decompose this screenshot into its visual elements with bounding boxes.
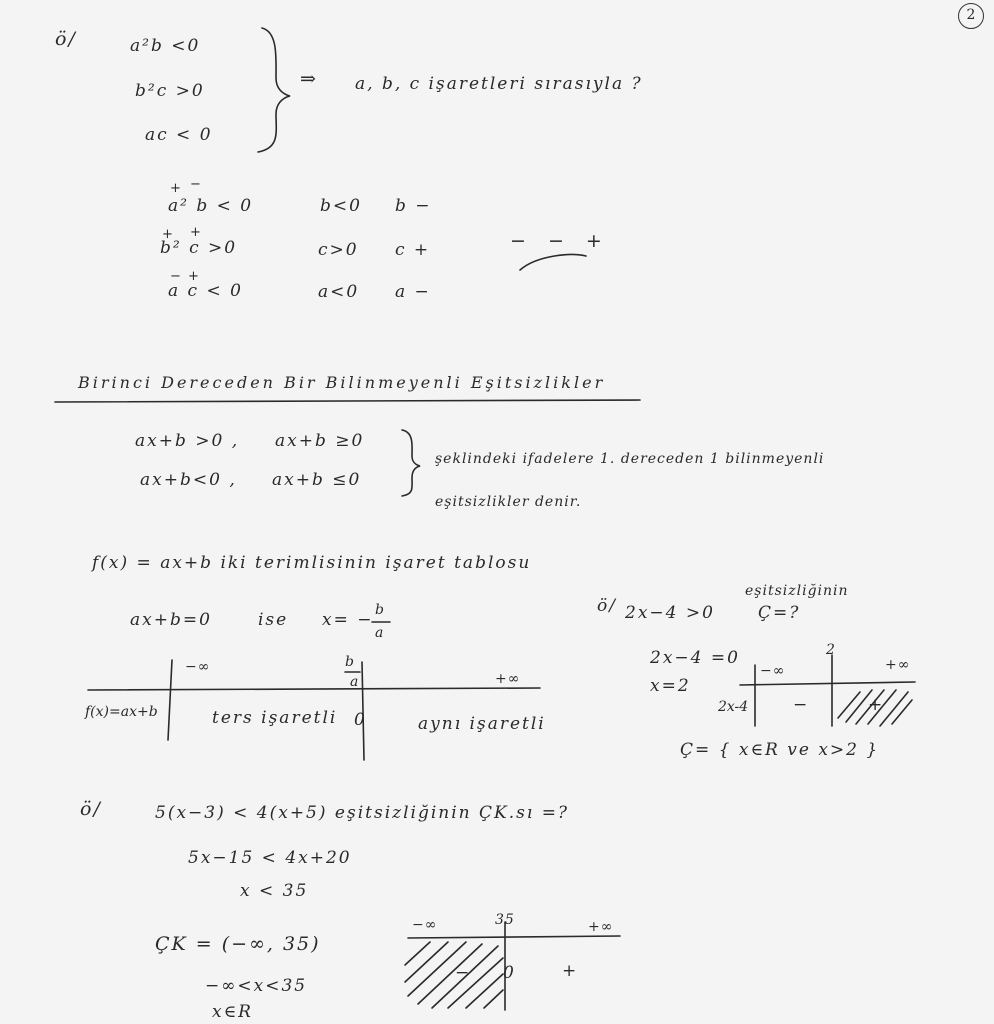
ex2-hatch-1 (838, 692, 860, 718)
example-2-marker: ö/ (597, 596, 617, 616)
example-3-problem: 5(x−3) < 4(x+5) eşitsizliğinin ÇK.sı =? (155, 803, 570, 823)
result-b-sign: b − (395, 196, 432, 216)
sign-table-intro: f(x) = ax+b iki terimlisinin işaret tablosu (92, 553, 532, 573)
example-3-marker: ö/ (80, 798, 102, 820)
page-number: 2 (958, 3, 984, 29)
result-a: a<0 (318, 282, 360, 302)
given-inequality-1: a²b <0 (130, 36, 201, 56)
solution-line-3: a c < 0 (168, 281, 243, 301)
solution-line-1: a² b < 0 (168, 196, 254, 216)
section-title: Birinci Dereceden Bir Bilinmeyenli Eşitsizlikler (78, 373, 606, 392)
ex2-axis (740, 682, 915, 685)
ex3-hatch-4 (418, 944, 482, 1004)
example-2-step-2: x=2 (650, 676, 691, 696)
ex3-hatch-2 (405, 942, 448, 982)
example-2-answer: Ç= { x∈R ve x>2 } (680, 740, 880, 760)
example-3-minus: − (455, 963, 472, 983)
ex3-hatch-8 (484, 990, 503, 1008)
plus-sign-c2: + (188, 269, 199, 284)
result-c: c>0 (318, 240, 359, 260)
section-underline (55, 400, 640, 402)
implies-arrow: ⇒ (300, 68, 318, 90)
example-3-step-2: x < 35 (240, 881, 309, 901)
left-sign-text: ters işaretli (212, 708, 338, 728)
ex2-hatch-3 (856, 690, 884, 724)
form-4: ax+b ≤0 (272, 470, 362, 490)
example-3-zero: 0 (503, 963, 516, 983)
form-1: ax+b >0 , (135, 431, 240, 451)
root-denominator: a (375, 625, 385, 641)
example-2-question: Ç=? (758, 603, 801, 623)
answer-curve (520, 255, 586, 270)
root-lhs: ax+b=0 (130, 610, 212, 630)
example-2-problem: 2x−4 >0 (625, 603, 715, 623)
ex3-hatch-5 (432, 946, 498, 1008)
right-sign-text: aynı işaretli (418, 714, 546, 734)
example-3-plus: + (562, 961, 579, 981)
question-text: a, b, c işaretleri sırasıyla ? (355, 74, 643, 94)
example-3-pos-inf: +∞ (588, 919, 614, 935)
root-numerator: b (375, 602, 385, 618)
example-3-answer: ÇK = (−∞, 35) (155, 933, 321, 955)
ex3-hatch-6 (448, 958, 503, 1008)
result-a-sign: a − (395, 282, 431, 302)
example-3-step-1: 5x−15 < 4x+20 (188, 848, 352, 868)
example-2-tick: 2 (826, 642, 836, 658)
root-label-den: a (350, 674, 360, 690)
ex3-axis (408, 936, 620, 938)
example-2-pos-inf: +∞ (885, 657, 911, 673)
minus-sign-a: − (170, 269, 181, 284)
brace-2 (402, 430, 420, 496)
sign-table-axis (88, 688, 540, 690)
result-c-sign: c + (395, 240, 431, 260)
plus-sign-a: + (170, 181, 181, 196)
table-row-label: f(x)=ax+b (85, 704, 158, 720)
form-2: ax+b ≥0 (275, 431, 365, 451)
example-marker: ö/ (55, 28, 77, 50)
brace-1 (258, 28, 290, 152)
solution-line-2: b² c >0 (160, 238, 238, 258)
ex2-hatch-4 (868, 690, 896, 724)
neg-infinity: −∞ (185, 659, 211, 675)
example-2-annotation: eşitsizliğinin (745, 583, 849, 599)
ex2-hatch-6 (892, 700, 912, 724)
example-3-step-4: x∈R (212, 1002, 253, 1022)
example-2-row: 2x-4 (718, 699, 749, 715)
definition-line-2: eşitsizlikler denir. (435, 494, 582, 510)
root-x: x= − (322, 610, 374, 630)
given-inequality-2: b²c >0 (135, 81, 205, 101)
zero-mark: 0 (354, 710, 367, 730)
example-2-step-1: 2x−4 =0 (650, 648, 740, 668)
given-inequality-3: ac < 0 (145, 125, 213, 145)
sign-table-mid-bar (362, 662, 364, 760)
minus-sign-b: − (190, 177, 201, 192)
example-2-minus: − (793, 695, 810, 715)
answer-signs: − − + (510, 230, 610, 252)
ex3-hatch-7 (466, 974, 503, 1008)
result-b: b<0 (320, 196, 362, 216)
ex3-hatch-3 (408, 942, 466, 996)
root-ise: ise (258, 610, 289, 630)
pos-infinity: +∞ (495, 671, 521, 687)
ex2-hatch-2 (846, 690, 872, 722)
example-3-step-3: −∞<x<35 (205, 976, 308, 996)
form-3: ax+b<0 , (140, 470, 237, 490)
example-2-plus: + (868, 695, 885, 715)
plus-sign-c: + (190, 225, 201, 240)
example-3-tick: 35 (495, 912, 515, 928)
sign-table-left-bar (168, 660, 172, 740)
plus-sign-b2: + (162, 227, 173, 242)
example-3-neg-inf: −∞ (412, 917, 438, 933)
example-2-neg-inf: −∞ (760, 663, 786, 679)
definition-line-1: şeklindeki ifadelere 1. dereceden 1 bilinmeyenli (435, 451, 825, 467)
root-label-num: b (345, 654, 355, 670)
